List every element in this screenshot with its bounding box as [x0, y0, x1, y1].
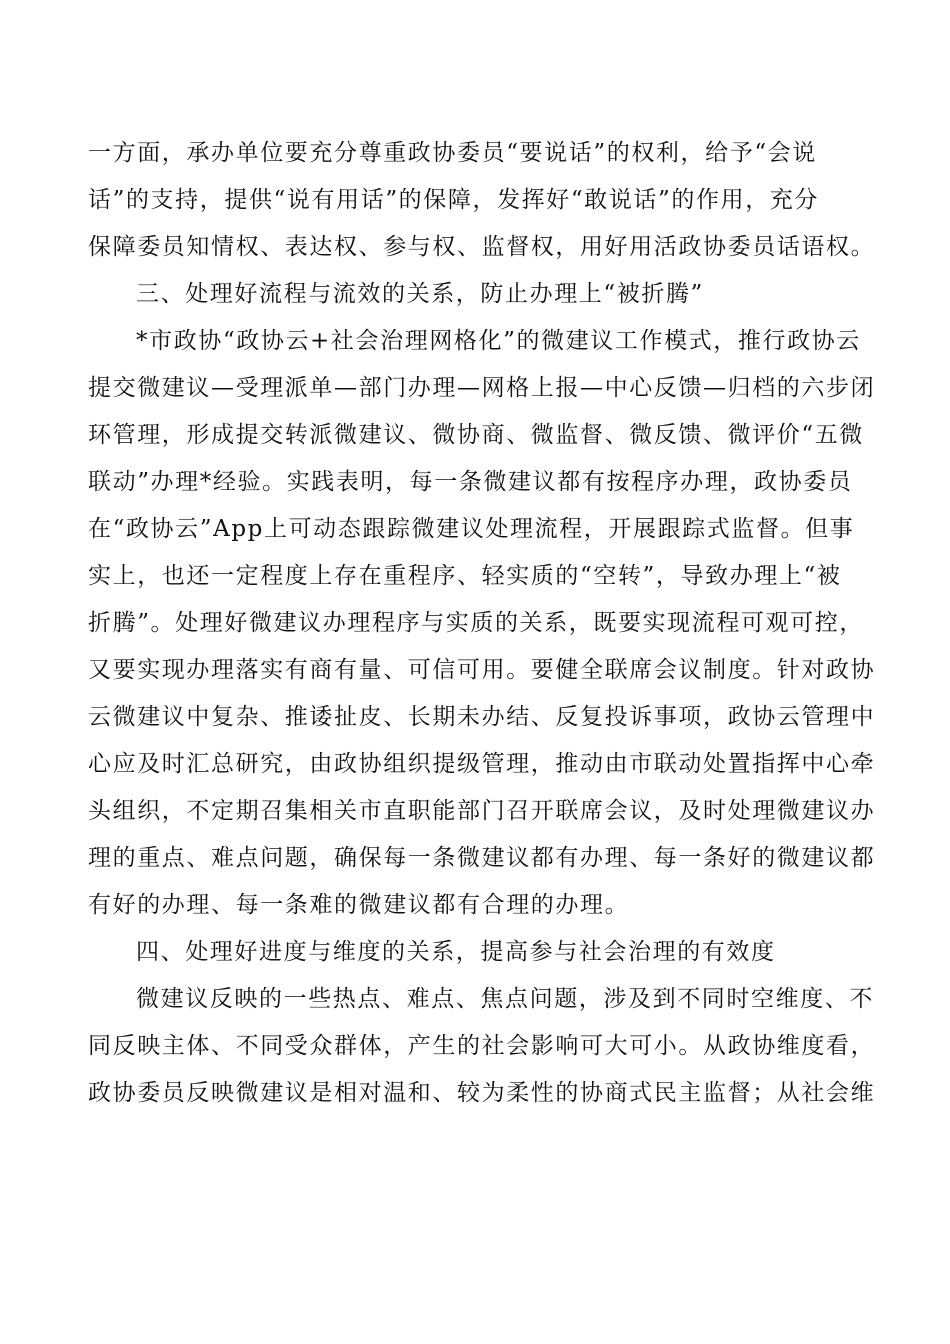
document-body: [88, 130, 876, 1117]
text-line: 折腾”。处理好微建议办理程序与实质的关系，既要实现流程可观可控，: [88, 610, 864, 636]
text-line: 心应及时汇总研究，由政协组织提级管理，推动由市联动处置指挥中心牵: [88, 751, 876, 777]
paragraph-dimension: [88, 976, 876, 1117]
text-line: 又要实现办理落实有商有量、可信可用。要健全联席会议制度。针对政协: [88, 657, 876, 683]
text-line: 云微建议中复杂、推诿扯皮、长期未办结、反复投诉事项，政协云管理中: [88, 704, 876, 730]
text-line: 话”的支持，提供“说有用话”的保障，发挥好“敢说话”的作用，充分: [88, 187, 819, 213]
text-line: 环管理，形成提交转派微建议、微协商、微监督、微反馈、微评价“五微: [88, 422, 864, 448]
heading-text: 三、处理好流程与流效的关系，防止办理上“被折腾”: [136, 281, 704, 307]
paragraph-rights: [88, 130, 876, 271]
text-line: 政协委员反映微建议是相对温和、较为柔性的协商式民主监督；从社会维: [88, 1080, 876, 1106]
text-line: 保障委员知情权、表达权、参与权、监督权，用好用活政协委员话语权。: [88, 234, 876, 260]
text-line: 有好的办理、每一条难的微建议都有合理的办理。: [88, 892, 630, 918]
text-line: 联动”办理*经验。实践表明，每一条微建议都有按程序办理，政协委员: [88, 469, 853, 495]
paragraph-process: [88, 318, 876, 929]
section-heading-4: [88, 929, 860, 976]
text-line: 头组织，不定期召集相关市直职能部门召开联席会议，及时处理微建议办: [88, 798, 876, 824]
text-line: 在“政协云”App上可动态跟踪微建议处理流程，开展跟踪式监督。但事: [88, 516, 855, 542]
heading-text: 四、处理好进度与维度的关系，提高参与社会治理的有效度: [136, 939, 776, 965]
text-line: 同反映主体、不同受众群体，产生的社会影响可大可小。从政协维度看，: [88, 1033, 876, 1059]
text-line: *市政协“政协云+社会治理网格化”的微建议工作模式，推行政协云: [136, 328, 861, 354]
text-line: 一方面，承办单位要充分尊重政协委员“要说话”的权利，给予“会说: [88, 140, 817, 166]
text-line: 实上，也还一定程度上存在重程序、轻实质的“空转”，导致办理上“被: [88, 563, 842, 589]
text-line: 微建议反映的一些热点、难点、焦点问题，涉及到不同时空维度、不: [136, 986, 874, 1012]
text-line: 理的重点、难点问题，确保每一条微建议都有办理、每一条好的微建议都: [88, 845, 876, 871]
section-heading-3: [88, 271, 860, 318]
text-line: 提交微建议—受理派单—部门办理—网格上报—中心反馈—归档的六步闭: [88, 375, 876, 401]
